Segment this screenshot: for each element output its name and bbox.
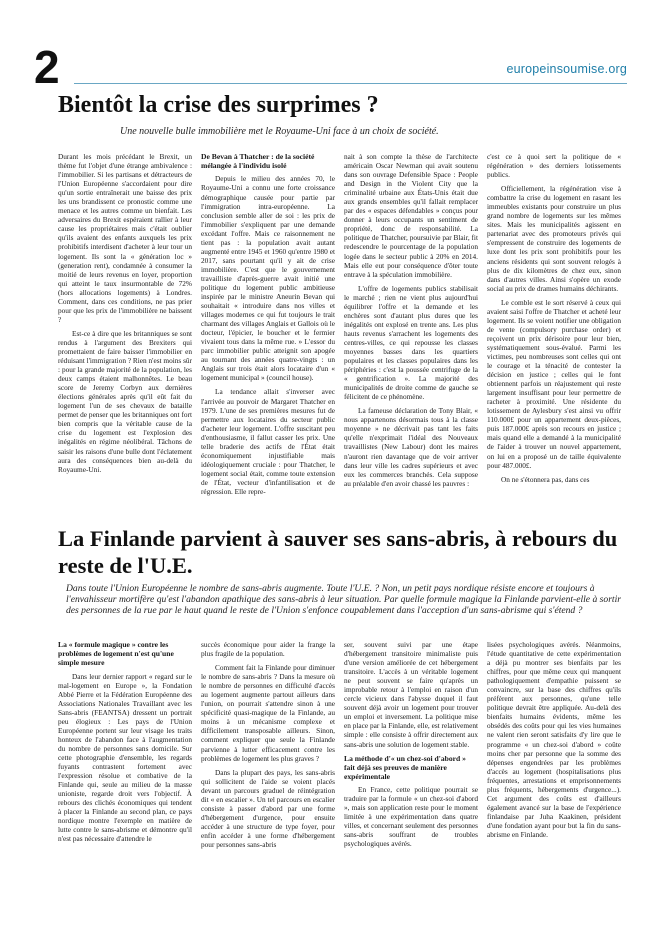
article2-column-2	[201, 640, 335, 925]
article1-column-4	[487, 152, 621, 512]
section-heading: La méthode d'« un chez-soi d'abord » fait déjà ses preuves de manière expérimentale	[344, 753, 466, 781]
paragraph: Officiellement, la régénération vise à combattre la crise du logement en rasant les immeubles existants pour construire un plus grand nombre de logements sur les mêmes sites. Mais les municipalités agissent en partenariat avec des promoteurs privés qui s'empressent de construire des logements de luxe dont les prix sont prohibitifs pour les anciens résidents qui sont souvent relogés à plus de dix kilomètres de chez eux, sinon dans d'autres villes. Ainsi s'opère un exode social au prix de drames humains déchirants.	[487, 184, 621, 293]
paragraph: Depuis le milieu des années 70, le Royaume-Uni a connu une forte croissance démographique causée pour partie par l'immigration intra-européenne. La conclusion semble aller de soi : les prix de l'immobilier s'expliquent par une demande excédant l'offre. Mais ce raisonnement ne tient pas : la population avait autant augmenté entre 1945 et 1960 qu'entre 1980 et 2017, sans pourtant qu'il y ait de crise immobilière. C'est que le gouvernement travailliste d'après-guerre avait initié une politique du logement public ambitieuse inspirée par le ministre Aneurin Bevan qui souhaitait « introduire dans nos villes et villages modernes ce qui fut toujours le trait charmant des villages Anglais et Gallois où le docteur, l'épicier, le boucher et le fermier vivaient tous dans la même rue. » L'essor du parc immobilier public atteignit son apogée au tournant des années quatre-vingts : un Anglais sur trois était alors locataire d'un « logement municipal » (council house).	[201, 174, 335, 383]
paragraph: Comment fait la Finlande pour diminuer le nombre de sans-abris ? Dans la mesure où le nombre de personnes en difficulté d'accès au logement augmente partout ailleurs dans l'union, on pourrait s'attendre sinon à une spécificité quasi-magique de la Finlande, au moins à un mécanisme complexe et difficilement transposable ailleurs. Sinon, comment expliquer que seule la Finlande parvienne à lutter efficacement contre les problèmes de logement les plus graves ?	[201, 663, 335, 763]
paragraph: nait à son compte la thèse de l'architecte américain Oscar Newman qui avait soutenu dans son ouvrage Defensible Space : People and Design in the Violent City que la criminalité urbaine aux États-Unis était due aux grands ensembles qu'il fallait remplacer par des « espaces défendables » conçus pour donner à leurs occupants un sentiment de propriété, donc de responsabilité. La politique de Thatcher, poursuivie par Blair, fit redescendre le pourcentage de la population logée dans le secteur public à 20% en 2014. Mais elle eut pour conséquence d'ôter toute entrave à la spéculation immobilière.	[344, 152, 478, 279]
section-heading: La « formule magique » contre les problèmes de logement n'est qu'une simple mesure	[58, 640, 174, 668]
page-number: 2	[34, 41, 60, 93]
article2-lead: Dans toute l'Union Européenne le nombre de sans-abris augmente. Toute l'U.E. ? Non, un petit pays nordique résiste encore et toujours à l'envahisseur mortifère qu'est l'abandon apathique des sans-abris à leur situation. Par quelle formule magique la Finlande parvient-elle à sortir des personnes de la rue par le haut quand le reste de l'Union s'enfonce coupablement dans l'acception d'un sans-abrisme qui s'étend ?	[66, 583, 621, 617]
section-heading: De Bevan à Thatcher : de la société mélangée à l'individu isolé	[201, 152, 315, 171]
article1-column-3	[344, 152, 478, 512]
article1-column-2	[201, 152, 335, 512]
header-rule	[74, 83, 627, 84]
article1-column-1	[58, 152, 192, 512]
paragraph: succès économique pour aider la frange la plus fragile de la population.	[201, 640, 335, 659]
paragraph: L'offre de logements publics stabilisait le marché ; rien ne vient plus aujourd'hui équilibrer l'offre et la demande et les enchères sont d'autant plus dures que les inégalités ont explosé en trente ans. Les plus hauts revenus s'arrachent les logements des centres-villes, ce qui repousse les classes moyennes basses dans les quartiers populaires et les classes populaires dans les périphéries : c'est la poussée centrifuge de la « gentrification ». La majorité des municipalités de droite comme de gauche se félicitent de ce phénomène.	[344, 283, 478, 402]
article1-subtitle: Une nouvelle bulle immobilière met le Royaume-Uni face à un choix de société.	[120, 126, 439, 137]
article1-title: Bientôt la crise des surprimes ?	[58, 92, 379, 118]
site-link[interactable]: europeinsoumise.org	[506, 62, 627, 76]
paragraph: c'est ce à quoi sert la politique de « régénération » des derniers lotissements publics.	[487, 152, 621, 180]
paragraph: La fameuse déclaration de Tony Blair, « nous appartenons désormais tous à la classe moyenne » ne décrivait pas tant les faits qu'elle n'exprimait l'idéal des Nouveaux travaillistes (New Labour) dont les maires n'auront rien davantage que de voir arriver dans leur ville les cadres supérieurs et avec eux les commerces branchés. Cela suppose au préalable d'en avoir chassé les pauvres :	[344, 406, 478, 488]
article2-column-1	[58, 640, 192, 925]
paragraph: Dans la plupart des pays, les sans-abris qui sollicitent de l'aide se voient placés devant un parcours graduel de réintégration dit « en escalier ». Un tel parcours en escalier consiste à passer d'abord par une forme d'hébergement d'urgence, pour ensuite accéder à une structure de type foyer, pour enfin accéder à une forme d'hébergement pour personnes sans-abris	[201, 767, 335, 849]
paragraph: lisées psychologiques avérés. Néanmoins, l'étude quantitative de cette expérimentation a déjà pu montrer ses bienfaits par les chiffres, pour que même ceux qui manquent pathologiquement d'empathie puissent se convaincre, sur la base des chiffres qu'ils préfèrent aux personnes, qu'une telle politique devrait être appliquée. Au-delà des bienfaits humains évidents, même les obsédés des coûts pour qui les vies humaines ne valent rien seront satisfaits d'y lire que le programme « un chez-soi d'abord » coûte moins cher par personne que la somme des dépenses engendrées par les problèmes d'accès au logement (hospitalisations plus fréquentes, arrestations et emprisonnements plus fréquents, hébergements d'urgence...). Cet argument des coûts est d'ailleurs également avancé sur la base de l'expérience finlandaise par Juha Kaakinen, président d'une fondation ayant pour but la fin du sans-abrisme en Finlande.	[487, 640, 621, 839]
paragraph: Est-ce à dire que les britanniques se sont rendus à l'argument des Brexiters qui promettaient de faire baisser l'immobilier en réduisant l'immigration ? Rien n'est moins sûr : pour la grande majorité de la population, les deux camps étaient malhonnêtes. Le beau score de Jeremy Corbyn aux dernières élections générales après qu'il eût fait du logement l'un de ses chevaux de bataille permet de penser que les britanniques ont fort bien compris que la véritable cause de la crise du logement est l'explosion des inégalités en régime néolibéral. Tâchons de saisir les raisons d'une bulle dont l'éclatement aura des conséquences bien au-delà du Royaume-Uni.	[58, 328, 192, 474]
paragraph: ser, souvent suivi par une étape d'hébergement transitoire minimaliste puis d'une version améliorée de cet hébergement transitoire. L'accès à un véritable logement ne peut souvent se faire qu'après un improbable retour à l'emploi en raison d'un cercle vicieux dans l'abysse duquel il faut souvent déjà avoir un logement pour trouver un emploi et inversement. La politique mise en place par la Finlande, elle, est relativement simple : elle consiste à offrir directement aux sans-abris une solution de logement stable.	[344, 640, 478, 749]
paragraph: La tendance allait s'inverser avec l'arrivée au pouvoir de Margaret Thatcher en 1979. L'une de ses premières mesures fut de permettre aux locataires du secteur public d'acheter leur logement. L'offre suscitant peu d'enthousiasme, il fallut casser les prix. Une telle braderie des actifs de l'État était économiquement injustifiable mais idéologiquement cruciale : pour Thatcher, le logement social était, comme toute extension de l'État, vecteur d'infantilisation et de régression. Elle repre-	[201, 387, 335, 496]
paragraph: On ne s'étonnera pas, dans ces	[501, 474, 590, 484]
article2-column-4	[487, 640, 621, 925]
paragraph: Dans leur dernier rapport « regard sur le mal-logement en Europe », la Fondation Abbé Pierre et la Fédération Européenne des Associations Nationales Travaillant avec les Sans-abris (FEANTSA) dressent un portrait peu élogieux : Les pays de l'Union Européenne portent sur leur visage les traits honteux de l'abandon face à l'augmentation du nombre de personnes sans domicile. Sur cette photographie d'ensemble, les regards fuyants contrastent fortement avec l'expression résolue et combative de la Finlande qui, seule au milieu de la masse unioniste, regarde droit vers l'objectif. À rebours des clichés économiques qui tendent à placer la Finlande au second plan, ce pays nordique montre l'exemple en matière de lutte contre le sans-abrisme et démontre qu'il n'est pas nécessaire d'attendre le	[58, 671, 192, 844]
article2-column-3	[344, 640, 478, 925]
paragraph: Durant les mois précédant le Brexit, un thème fut l'objet d'une étrange ambivalence : l'immobilier. Si les partisans et détracteurs de l'Union Européenne s'accordaient pour dire qu'un sortie entraînerait une baisse des prix les uns brandissent ce pronostic comme une menace et les autres comme un bienfait. Les adversaires du Brexit espéraient rallier à leur cause les propriétaires mais c'était oublier qu'ils avaient des enfants auxquels les prix prohibitifs interdisent d'acheter à leur tour un logement. Ils sont la « génération loc » (generation rent), condamnée à consumer la moitié de leurs revenus en loyer, proportion qui atteint le taux insurmontable de 72% (hors allocations logements) à Londres. Comment, dans ces conditions, ne pas prier pour que les prix de l'immobilière ne baissent ?	[58, 152, 192, 324]
article2-title: La Finlande parvient à sauver ses sans-abris, à rebours du reste de l'U.E.	[58, 526, 618, 578]
paragraph: Le comble est le sort réservé à ceux qui avaient saisi l'offre de Thatcher et acheté leur logement. Ils se voient notifier une obligation de vente (compulsory purchase order) et reçoivent un prix dérisoire pour leur bien, systématiquement sous-évalué. Parmi les victimes, peu nombreuses sont celles qui ont le courage et la ténacité de contester la décision en justice ; celles qui le font obtiennent parfois un réajustement qui reste largement insuffisant pour leur permettre de racheter à proximité. Une résidente du lotissement de Aylesbury s'est ainsi vu offrir 110.000£ pour un appartement deux-pièces, puis 187.000£ après son recours en justice ; mais quand elle a demandé à la municipalité de l'aider à trouver un nouvel appartement, on lui en a proposé un de taille équivalente pour 487.000£.	[487, 297, 621, 470]
paragraph: En France, cette politique pourrait se traduire par la formule « un chez-soi d'abord », mais son application reste pour le moment limitée à une expérimentation dans quatre villes, et concernant seulement des personnes sans-abris souffrant de troubles psychologiques avérés.	[344, 785, 478, 849]
